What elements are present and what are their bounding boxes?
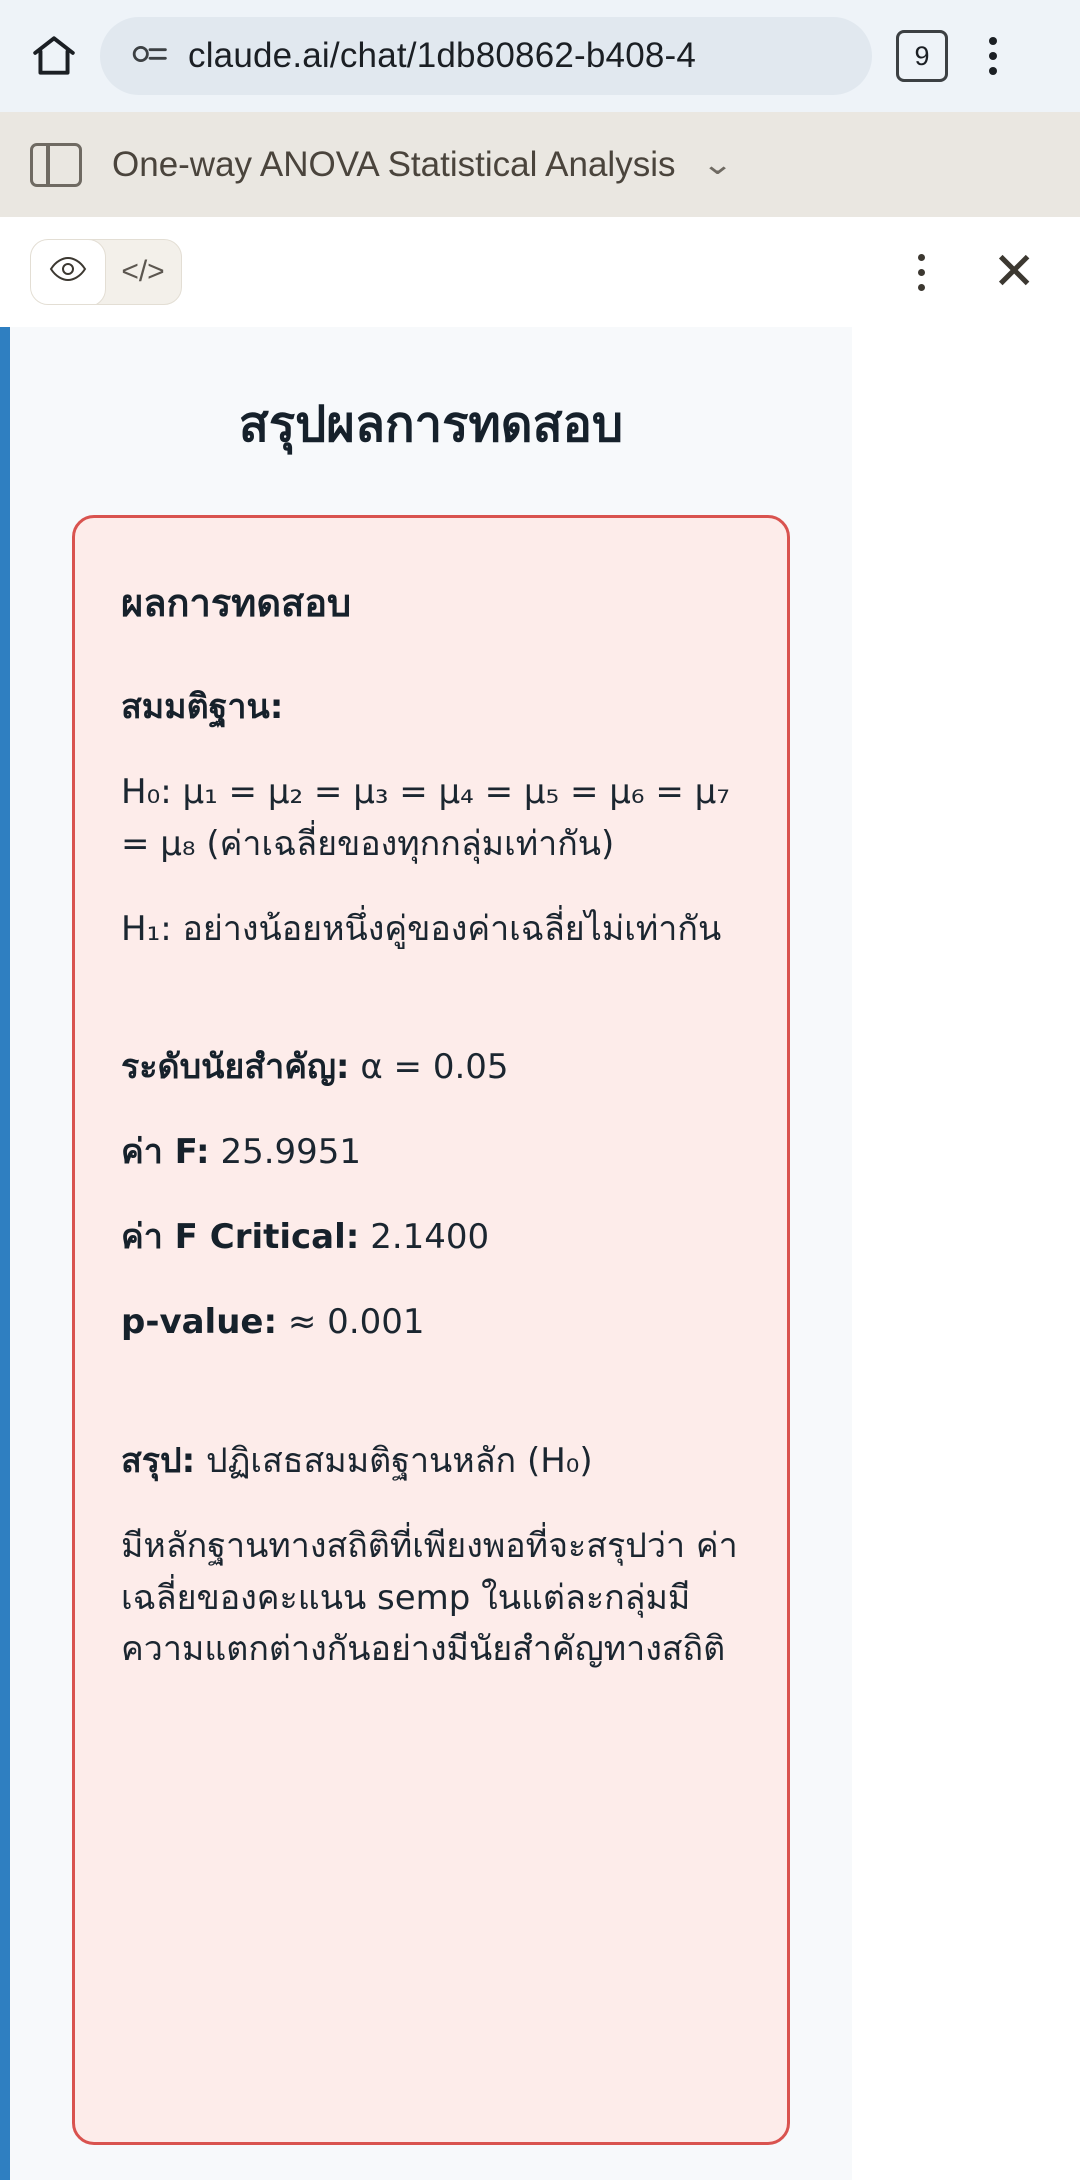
tab-code[interactable]: </>: [121, 255, 165, 288]
document-gutter: [852, 327, 1080, 2180]
stat-value: ≈ 0.001: [287, 1302, 425, 1343]
artifact-header: [0, 112, 1080, 217]
tab-counter[interactable]: 9: [896, 30, 948, 82]
stat-label: p-value:: [121, 1302, 278, 1343]
stat-row-f: [121, 1127, 741, 1178]
hypothesis-label: สมมติฐาน:: [121, 687, 284, 727]
address-bar[interactable]: [100, 17, 872, 95]
stat-label: ระดับนัยสำคัญ:: [121, 1047, 350, 1088]
stat-row-pvalue: [121, 1297, 741, 1348]
artifact-content: [0, 327, 1080, 2180]
conclusion-line: [121, 1436, 741, 1487]
permissions-icon[interactable]: [130, 36, 170, 77]
artifact-actions: [898, 244, 1050, 300]
browser-toolbar: [0, 0, 1080, 112]
card-heading: ผลการทดสอบ: [121, 581, 352, 625]
document-title: สรุปผลการทดสอบ: [238, 396, 624, 453]
stat-label: ค่า F Critical:: [121, 1217, 360, 1258]
tab-preview[interactable]: [30, 239, 106, 305]
alt-hypothesis: H₁: อย่างน้อยหนึ่งคู่ของค่าเฉลี่ยไม่เท่ากัน: [121, 909, 722, 950]
stat-value: 2.1400: [370, 1217, 490, 1258]
view-toggle-group: [30, 239, 182, 305]
page-title: One-way ANOVA Statistical Analysis: [112, 144, 676, 184]
null-hypothesis: H₀: μ₁ = μ₂ = μ₃ = μ₄ = μ₅ = μ₆ = μ₇ = μ₈ (ค่าเฉลี่ยของทุกกลุ่มเท่ากัน): [121, 772, 730, 864]
stat-label: ค่า F:: [121, 1132, 210, 1173]
artifact-toolbar: [0, 217, 1080, 327]
conclusion-detail: มีหลักฐานทางสถิติที่เพียงพอที่จะสรุปว่า ค่าเฉลี่ยของคะแนน semp ในแต่ละกลุ่มมีความแตกต่างกันอย่างมีนัยสำคัญทางสถิติ: [121, 1526, 738, 1670]
document-page: [0, 327, 852, 2180]
conclusion-label: สรุป:: [121, 1441, 196, 1482]
side-panel-icon[interactable]: [30, 143, 82, 187]
scrollbar[interactable]: [1072, 327, 1080, 2180]
stat-value: α = 0.05: [360, 1047, 509, 1088]
conclusion-value: ปฏิเสธสมมติฐานหลัก (H₀): [206, 1441, 593, 1482]
close-icon[interactable]: ✕: [992, 243, 1036, 301]
stat-value: 25.9951: [220, 1132, 362, 1173]
kebab-menu-icon[interactable]: [966, 29, 1020, 83]
kebab-menu-icon[interactable]: [898, 244, 944, 300]
stat-row-alpha: [121, 1042, 741, 1093]
chevron-down-icon[interactable]: ⌄: [701, 148, 735, 181]
eye-icon: [49, 256, 87, 290]
result-card: [72, 515, 790, 2145]
url-text: claude.ai/chat/1db80862-b408-4: [188, 36, 697, 75]
home-icon[interactable]: [26, 28, 82, 84]
stat-row-fcrit: [121, 1212, 741, 1263]
